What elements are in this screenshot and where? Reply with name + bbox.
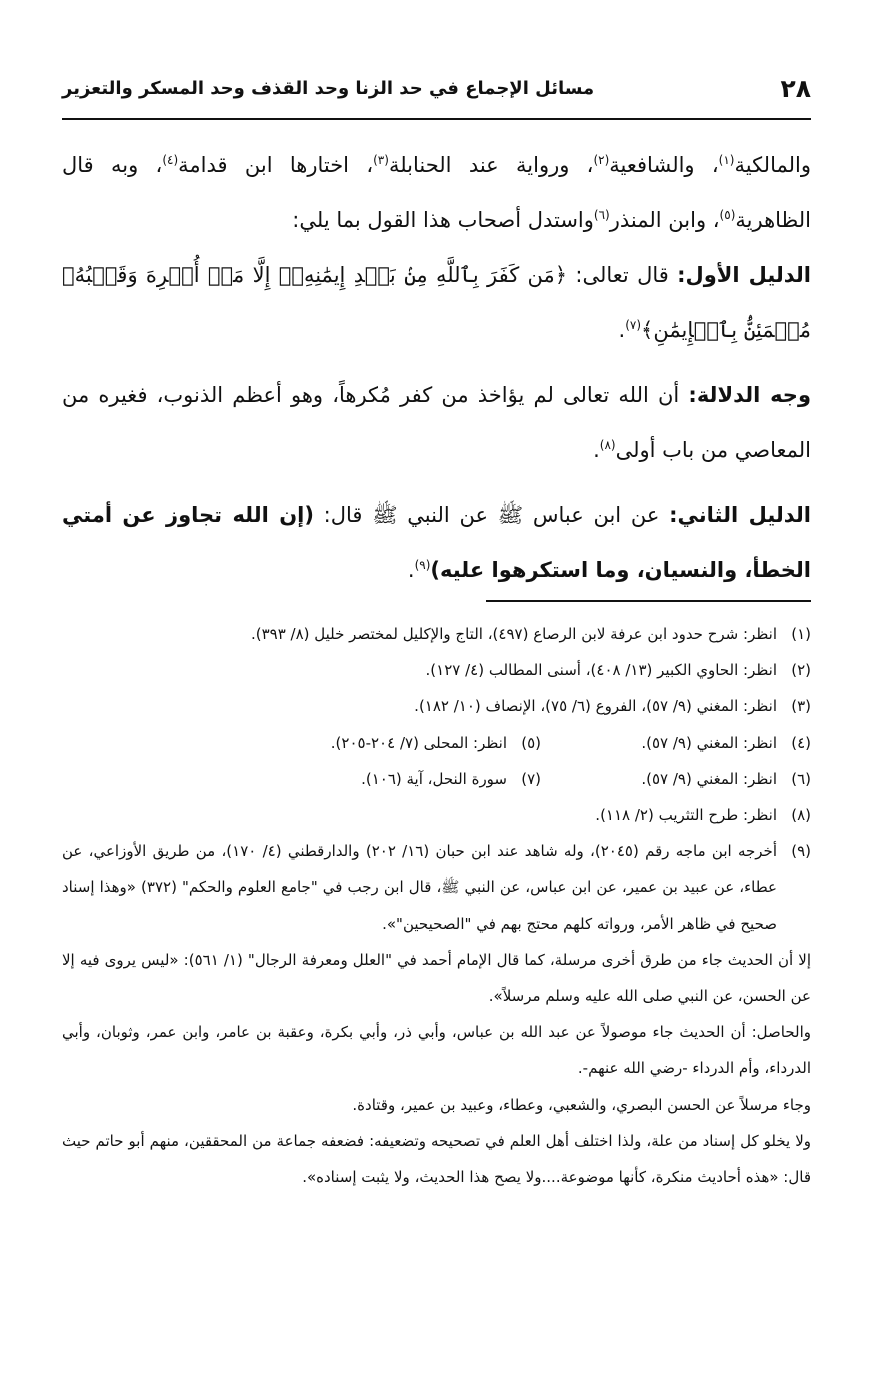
footnote-text: انظر: المحلى (٧/ ٢٠٤-٢٠٥).	[330, 733, 507, 752]
footnote-6	[541, 761, 811, 797]
footnote-ref-6[interactable]: (٦)	[593, 208, 610, 222]
footnote-7	[271, 761, 541, 797]
second-evidence-label: الدليل الثاني:	[669, 503, 812, 527]
footnote-3	[62, 688, 811, 724]
footnote-text: انظر: المغني (٩/ ٥٧)، الفروع (٦/ ٧٥)، الإنصاف (١٠/ ١٨٢).	[414, 697, 777, 716]
indication-label: وجه الدلالة:	[688, 383, 812, 407]
text-segment: ، وابن المنذر	[609, 208, 720, 232]
paragraph-schools	[62, 138, 811, 248]
text-segment: واستدل أصحاب هذا القول بما يلي:	[292, 208, 594, 232]
footnote-4	[541, 725, 811, 761]
footnote-text: انظر: المغني (٩/ ٥٧).	[641, 733, 777, 752]
footnote-number: (٨)	[791, 806, 811, 825]
text-segment: .	[407, 558, 415, 582]
footnote-text: أخرجه ابن ماجه رقم (٢٠٤٥)، وله شاهد عند ابن حبان (١٦/ ٢٠٢) والدارقطني (٤/ ١٧٠)، من طريق الأوزاعي، عن عطاء، عن عبيد بن عمير، عن ابن عباس، عن النبي ﷺ، قال ابن رجب في "جامع العلوم والحكم" (٣٧٢) «وهذا إسناد صحيح في ظاهر الأمر، ورواته كلهم محتج بهم في "الصحيحين"».	[62, 842, 777, 933]
text-segment: ، ورواية عند الحنابلة	[388, 153, 594, 177]
text-segment: .	[593, 438, 600, 462]
first-evidence-label: الدليل الأول:	[677, 263, 812, 287]
footnote-number: (٣)	[791, 697, 811, 716]
text-segment: .	[618, 318, 626, 342]
footnote-ref-4[interactable]: (٤)	[162, 153, 179, 167]
footnote-row-6-7	[62, 761, 811, 797]
paragraph-second-evidence	[62, 488, 811, 598]
text-segment: ، وبه قال الظاهرية	[62, 153, 811, 232]
footnote-divider	[486, 600, 811, 602]
footnote-ref-2[interactable]: (٢)	[593, 153, 610, 167]
footnote-number: (٢)	[791, 661, 811, 680]
footnote-ref-3[interactable]: (٣)	[373, 153, 389, 167]
footnote-number: (٧)	[521, 769, 541, 788]
paragraph-first-evidence	[62, 248, 811, 358]
quran-verse: ﴿مَن كَفَرَ بِٱللَّهِ مِنۢ بَعۡدِ إِيمَٰنِهِۦٓ إِلَّا مَنۡ أُكۡرِهَ وَقَلۡبُهُۥ مُطۡمَئِنُّۢ بِٱلۡإِيمَٰنِ﴾	[62, 263, 811, 342]
text-segment: ، والشافعية	[609, 153, 719, 177]
footnote-9	[62, 833, 811, 942]
footnotes	[62, 616, 811, 1195]
footnote-5	[271, 725, 541, 761]
text-segment: ، اختارها ابن قدامة	[178, 153, 374, 177]
footnote-text: سورة النحل، آية (١٠٦).	[361, 769, 507, 788]
footnote-ref-8[interactable]: (٨)	[599, 438, 616, 452]
footnote-text: انظر: شرح حدود ابن عرفة لابن الرصاع (٤٩٧)، التاج والإكليل لمختصر خليل (٨/ ٣٩٣).	[250, 625, 777, 643]
footnote-9-continuation: ولا يخلو كل إسناد من علة، ولذا اختلف أهل العلم في تصحيحه وتضعيفه: فضعفه جماعة من المحققين، منهم أبو حاتم حيث قال: «هذه أحاديث منكرة، كأنها موضوعة....ولا يصح هذا الحديث، ولا يثبت إسناده».	[62, 1131, 811, 1187]
footnote-number: (٤)	[791, 733, 811, 752]
footnote-ref-7[interactable]: (٧)	[625, 318, 642, 332]
footnote-number: (١)	[791, 625, 811, 643]
text-segment: أن الله تعالى لم يؤاخذ من كفر مُكرهاً، وهو أعظم الذنوب، فغيره من المعاصي من باب أولى	[62, 383, 811, 462]
footnote-text: انظر: طرح التثريب (٢/ ١١٨).	[595, 806, 777, 825]
page-number: ٢٨	[780, 74, 811, 103]
footnote-8	[62, 797, 811, 833]
footnote-number: (٦)	[791, 769, 811, 788]
running-title: مسائل الإجماع في حد الزنا وحد القذف وحد المسكر والتعزير	[62, 78, 595, 99]
page-header	[62, 70, 811, 120]
main-text	[62, 138, 811, 598]
footnote-1	[62, 616, 811, 652]
footnote-row-4-5	[62, 725, 811, 761]
footnote-number: (٩)	[791, 842, 811, 861]
footnote-9-continuation: والحاصل: أن الحديث جاء موصولاً عن عبد الله بن عباس، وأبي ذر، وأبي بكرة، وعقبة بن عامر، وابن عمر، وثوبان، وأبي الدرداء، وأم الدرداء -رضي الله عنهم-.	[62, 1023, 811, 1078]
footnote-ref-1[interactable]: (١)	[718, 153, 735, 167]
text-segment: والمالكية	[734, 153, 811, 177]
text-segment: عن ابن عباس ﷺ عن النبي ﷺ قال:	[313, 503, 670, 527]
hadith-text: (إن الله تجاوز عن أمتي الخطأ، والنسيان، وما استكرهوا عليه)	[62, 503, 811, 582]
footnote-text: انظر: الحاوي الكبير (١٣/ ٤٠٨)، أسنى المطالب (٤/ ١٢٧).	[425, 661, 777, 680]
footnote-ref-5[interactable]: (٥)	[719, 208, 736, 222]
paragraph-indication	[62, 368, 811, 478]
footnote-2	[62, 652, 811, 688]
footnote-number: (٥)	[521, 733, 541, 752]
footnote-9-continuation: وجاء مرسلاً عن الحسن البصري، والشعبي، وعطاء، وعبيد بن عمير، وقتادة.	[352, 1095, 811, 1114]
footnote-text: انظر: المغني (٩/ ٥٧).	[641, 769, 777, 788]
text-segment: قال تعالى:	[567, 263, 678, 287]
footnote-ref-9[interactable]: (٩)	[414, 558, 431, 572]
footnote-9-continuation: إلا أن الحديث جاء من طرق أخرى مرسلة، كما قال الإمام أحمد في "العلل ومعرفة الرجال" (١/ ٥٦١): «ليس يروى فيه إلا عن الحسن، عن النبي صلى الله عليه وسلم مرسلاً».	[62, 950, 811, 1006]
